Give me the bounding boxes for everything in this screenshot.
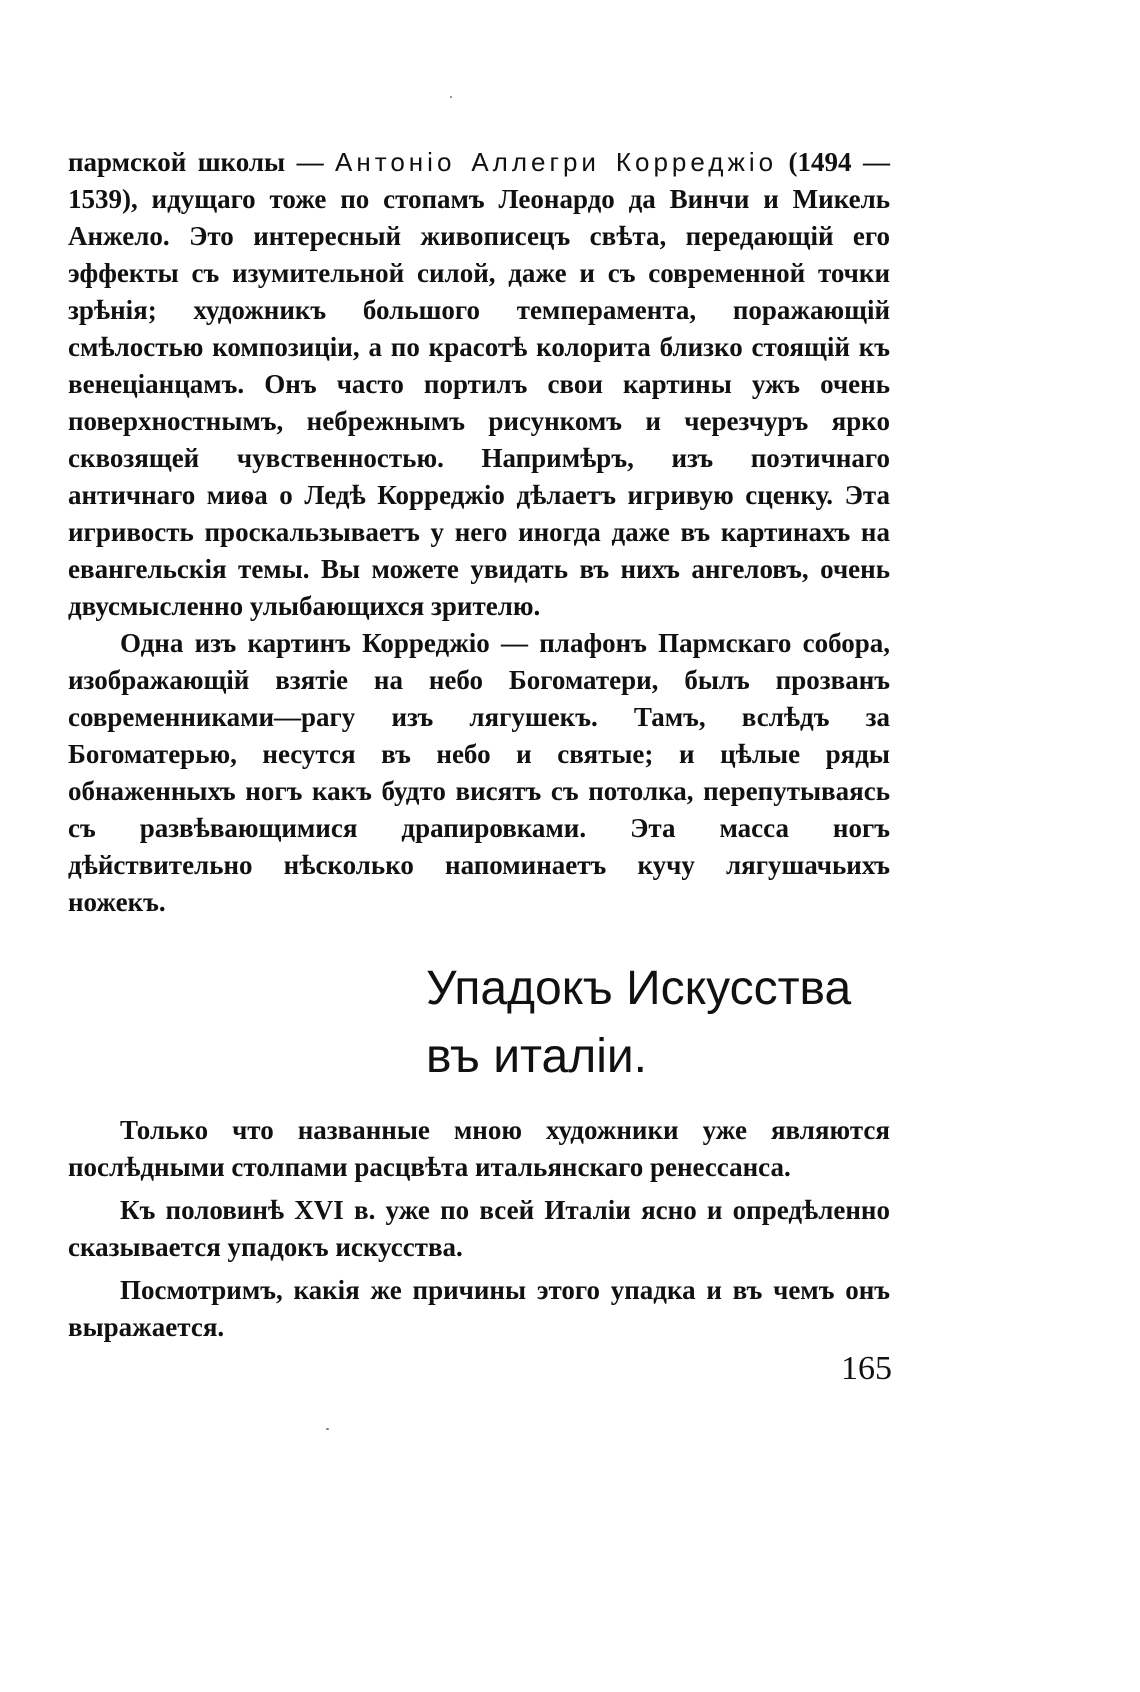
paragraph-decline: Къ половинѣ XVI в. уже по всей Италіи ясно и опредѣленно сказывается упадокъ искусства. — [68, 1195, 890, 1262]
text-block-upper — [68, 144, 890, 921]
paper-speck — [450, 96, 452, 98]
paragraph-last-pillars: Только что названные мною художники уже являются послѣдными столпами расцвѣта итальянскаго ренессанса. — [68, 1115, 890, 1182]
paragraph-correggio-intro — [68, 144, 890, 625]
page-number: 165 — [841, 1350, 892, 1387]
paragraph-lead: пармской школы — — [68, 147, 336, 177]
section-heading-line-1: Упадокъ Искусства — [426, 962, 852, 1015]
artist-name-spaced: Антоніо Аллегри Корреджіо — [335, 147, 778, 177]
paragraph-rest: (1494 — 1539), идущаго тоже по стопамъ Леонардо да Винчи и Микель Анжело. Это интересный живописецъ свѣта, передающій его эффекты съ изумительной силой, даже и съ современной точки зрѣнія; художникъ большого темперамента, поражающій смѣлостью композиціи, а по красотѣ колорита близко стоящій къ венеціанцамъ. Онъ часто портилъ свои картины ужъ очень поверхностнымъ, небрежнымъ рисункомъ и черезчуръ ярко сквозящей чувственностью. Напримѣръ, изъ поэтичнаго античнаго миѳа о Ледѣ Корреджіо дѣлаетъ игривую сценку. Эта игривость проскальзываетъ у него иногда даже въ картинахъ на евангельскія темы. Вы можете увидать въ нихъ ангеловъ, очень двусмысленно улыбающихся зрителю. — [68, 147, 890, 621]
paragraph-causes: Посмотримъ, какія же причины этого упадка и въ чемъ онъ выражается. — [68, 1275, 890, 1342]
paper-speck — [326, 1428, 329, 1430]
section-heading-line-2: въ италіи. — [426, 1030, 648, 1083]
text-block-lower — [68, 1112, 890, 1346]
paragraph-parma-ceiling: Одна изъ картинъ Корреджіо — плафонъ Пармскаго собора, изображающій взятіе на небо Богоматери, былъ прозванъ современниками—рагу изъ лягушекъ. Тамъ, вслѣдъ за Богоматерью, несутся въ небо и святые; и цѣлые ряды обнаженныхъ ногъ какъ будто висятъ съ потолка, перепутываясь съ развѣвающимися драпировками. Эта масса ногъ дѣйствительно нѣсколько напоминаетъ кучу лягушачьихъ ножекъ. — [68, 628, 890, 917]
